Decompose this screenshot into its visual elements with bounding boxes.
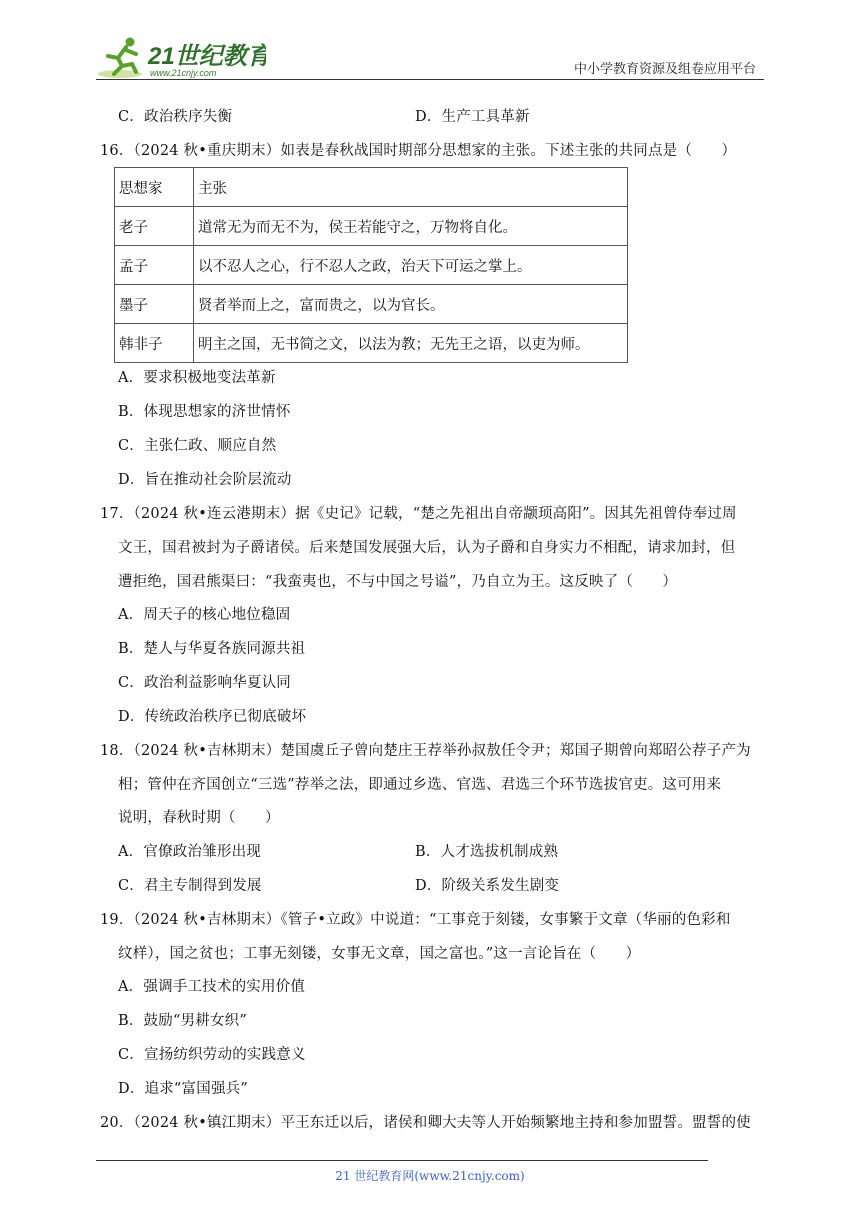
footer-link[interactable]: 21 世纪教育网(www.21cnjy.com) — [335, 1169, 525, 1183]
q16-option-d: D．旨在推动社会阶层流动 — [118, 472, 292, 488]
q17-option-b: B．楚人与华夏各族同源共祖 — [118, 641, 306, 657]
q18-option-a: A．官僚政治雏形出现 — [118, 844, 261, 860]
q19-option-b: B．鼓励“男耕女织” — [118, 1013, 247, 1029]
thinker-cell: 韩非子 — [115, 324, 194, 363]
q20-stem-line-1: 20．（2024 秋•镇江期末）平王东迁以后，诸侯和卿大夫等人开始频繁地主持和参加盟誓。盟誓的使 — [100, 1115, 751, 1131]
claim-cell: 明主之国，无书简之文，以法为教；无先王之语，以吏为师。 — [194, 324, 628, 363]
thinkers-table — [114, 167, 628, 363]
table-header-cell: 思想家 — [115, 168, 194, 207]
table-row — [115, 324, 628, 363]
table-header-row — [115, 168, 628, 207]
q16-option-c: C．主张仁政、顺应自然 — [118, 438, 277, 454]
q19-stem-line-2: 纹样），国之贫也；工事无刻镂，女事无文章，国之富也。”这一言论旨在（ ） — [118, 946, 641, 962]
platform-name: 中小学教育资源及组卷应用平台 — [573, 62, 756, 77]
q18-stem-line-3: 说明，春秋时期（ ） — [118, 810, 280, 826]
thinker-cell: 孟子 — [115, 246, 194, 285]
q16-option-b: B．体现思想家的济世情怀 — [118, 404, 291, 420]
q15-option-d: D．生产工具革新 — [415, 109, 530, 125]
footer-divider — [96, 1160, 708, 1161]
q17-option-c: C．政治利益影响华夏认同 — [118, 675, 291, 691]
q16-stem: 16．（2024 秋•重庆期末）如表是春秋战国时期部分思想家的主张。下述主张的共同点是（ ） — [100, 143, 737, 159]
claim-cell: 贤者举而上之，富而贵之，以为官长。 — [194, 285, 628, 324]
table-header-cell: 主张 — [194, 168, 628, 207]
site-logo — [96, 36, 266, 82]
claim-cell: 道常无为而无不为，侯王若能守之，万物将自化。 — [194, 207, 628, 246]
header-divider — [96, 79, 764, 80]
logo-text: 21世纪教育 — [148, 43, 266, 70]
q19-stem-line-1: 19．（2024 秋•吉林期末）《管子•立政》中说道：“工事竞于刻镂，女事繁于文章（华丽的色彩和 — [100, 912, 731, 928]
q18-option-c: C．君主专制得到发展 — [118, 878, 262, 894]
thinker-cell: 墨子 — [115, 285, 194, 324]
logo-subtext: www.21cnjy.com — [150, 68, 217, 78]
q19-option-c: C．宣扬纺织劳动的实践意义 — [118, 1047, 306, 1063]
claim-cell: 以不忍人之心，行不忍人之政，治天下可运之掌上。 — [194, 246, 628, 285]
thinker-cell: 老子 — [115, 207, 194, 246]
q15-option-c: C．政治秩序失衡 — [118, 109, 233, 125]
table-row — [115, 207, 628, 246]
q17-stem-line-1: 17．（2024 秋•连云港期末）据《史记》记载，“楚之先祖出自帝颛顼高阳”。因其先祖曾侍奉过周 — [100, 506, 737, 522]
q19-option-d: D．追求“富国强兵” — [118, 1081, 248, 1097]
q18-stem-line-1: 18．（2024 秋•吉林期末）楚国虞丘子曾向楚庄王荐举孙叔敖任令尹；郑国子期曾向郑昭公荐子产为 — [100, 743, 751, 759]
q16-option-a: A．要求积极地变法革新 — [118, 370, 276, 386]
q18-option-b: B．人才选拔机制成熟 — [415, 844, 559, 860]
q18-stem-line-2: 相；管仲在齐国创立“三选”荐举之法，即通过乡选、官选、君选三个环节选拔官吏。这可用来 — [118, 777, 722, 793]
q18-option-d: D．阶级关系发生剧变 — [415, 878, 560, 894]
runner-logo-icon — [96, 36, 266, 82]
table-row — [115, 246, 628, 285]
q17-stem-line-3: 遭拒绝，国君熊渠曰：“我蛮夷也，不与中国之号谥”，乃自立为王。这反映了（ ） — [118, 574, 678, 590]
table-row — [115, 285, 628, 324]
q19-option-a: A．强调手工技术的实用价值 — [118, 979, 306, 995]
q17-option-d: D．传统政治秩序已彻底破坏 — [118, 709, 307, 725]
q17-option-a: A．周天子的核心地位稳固 — [118, 607, 291, 623]
q17-stem-line-2: 文王，国君被封为子爵诸侯。后来楚国发展强大后，认为子爵和自身实力不相配，请求加封，但 — [118, 540, 736, 556]
